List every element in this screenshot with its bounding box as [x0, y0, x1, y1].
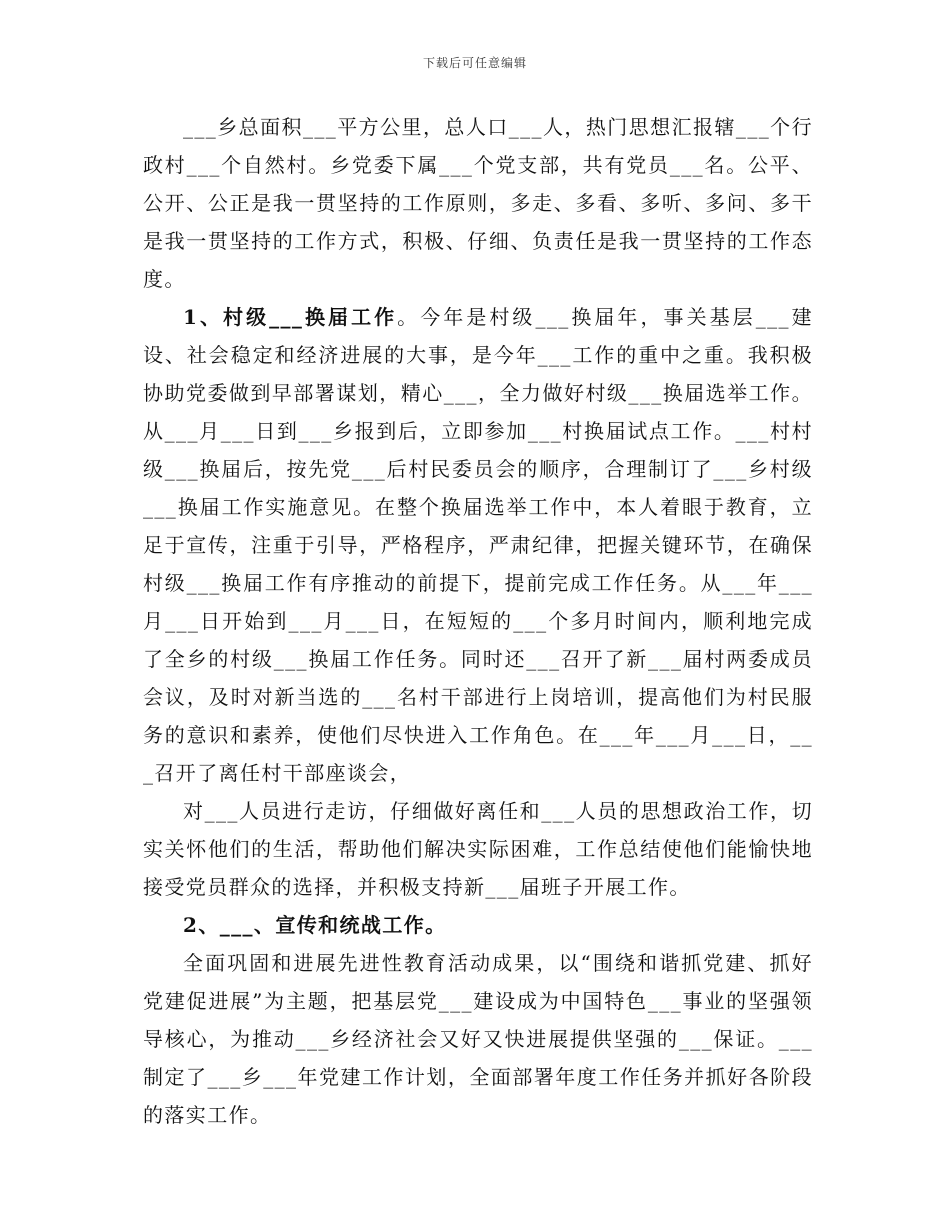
- paragraph-text: 。今年是村级___换届年，事关基层___建设、社会稳定和经济进展的大事，是今年___工作的重中之重。我积极协助党委做到早部署谋划，精心___，全力做好村级___换届选举工作。从___月___日到___乡报到后，立即参加___村换届试点工作。___村村级___换届后，按先党___后村民委员会的顺序，合理制订了___乡村级___换届工作实施意见。在整个换届选举工作中，本人着眼于教育，立足于宣传，注重于引导，严格程序，严肃纪律，把握关键环节，在确保村级___换届工作有序推动的前提下，提前完成工作任务。从___年___月___日开始到___月___日，在短短的___个多月时间内，顺利地完成了全乡的村级___换届工作任务。同时还___召开了新___届村两委成员会议，及时对新当选的___名村干部进行上岗培训，提高他们为村民服务的意识和素养，使他们尽快进入工作角色。在___年___月___日，___召开了离任村干部座谈会，: [143, 305, 813, 785]
- paragraph-text: 全面巩固和进展先进性教育活动成果，以“围绕和谐抓党建、抓好党建促进展”为主题，把基层党___建设成为中国特色___事业的坚强领导核心，为推动___乡经济社会又好又快进展提供坚强的___保证。___制定了___乡___年党建工作计划，全面部署年度工作任务并抓好各阶段的落实工作。: [143, 951, 813, 1127]
- document-body: [143, 108, 813, 1134]
- paragraph-text: ___乡总面积___平方公里，总人口___人，热门思想汇报辖___个行政村___个自然村。乡党委下属___个党支部，共有党员___名。公平、公开、公正是我一贯坚持的工作原则，多走、多看、多听、多问、多干是我一贯坚持的工作方式，积极、仔细、负责任是我一贯坚持的工作态度。: [143, 115, 813, 291]
- paragraph-party-building: [143, 944, 813, 1134]
- section-heading: 1、村级___换届工作: [183, 305, 398, 329]
- paragraph-village-election: [143, 298, 813, 792]
- paragraph-text: 对___人员进行走访，仔细做好离任和___人员的思想政治工作，切实关怀他们的生活，帮助他们解决实际困难，工作总结使他们能愉快地接受党员群众的选择，并积极支持新___届班子开展工作。: [143, 799, 813, 899]
- paragraph-section-2-heading: [143, 906, 813, 944]
- page-header: 下载后可任意编辑: [422, 56, 527, 70]
- paragraph-overview: [143, 108, 813, 298]
- paragraph-visits: [143, 792, 813, 906]
- section-heading: 2、___、宣传和统战工作。: [183, 913, 447, 937]
